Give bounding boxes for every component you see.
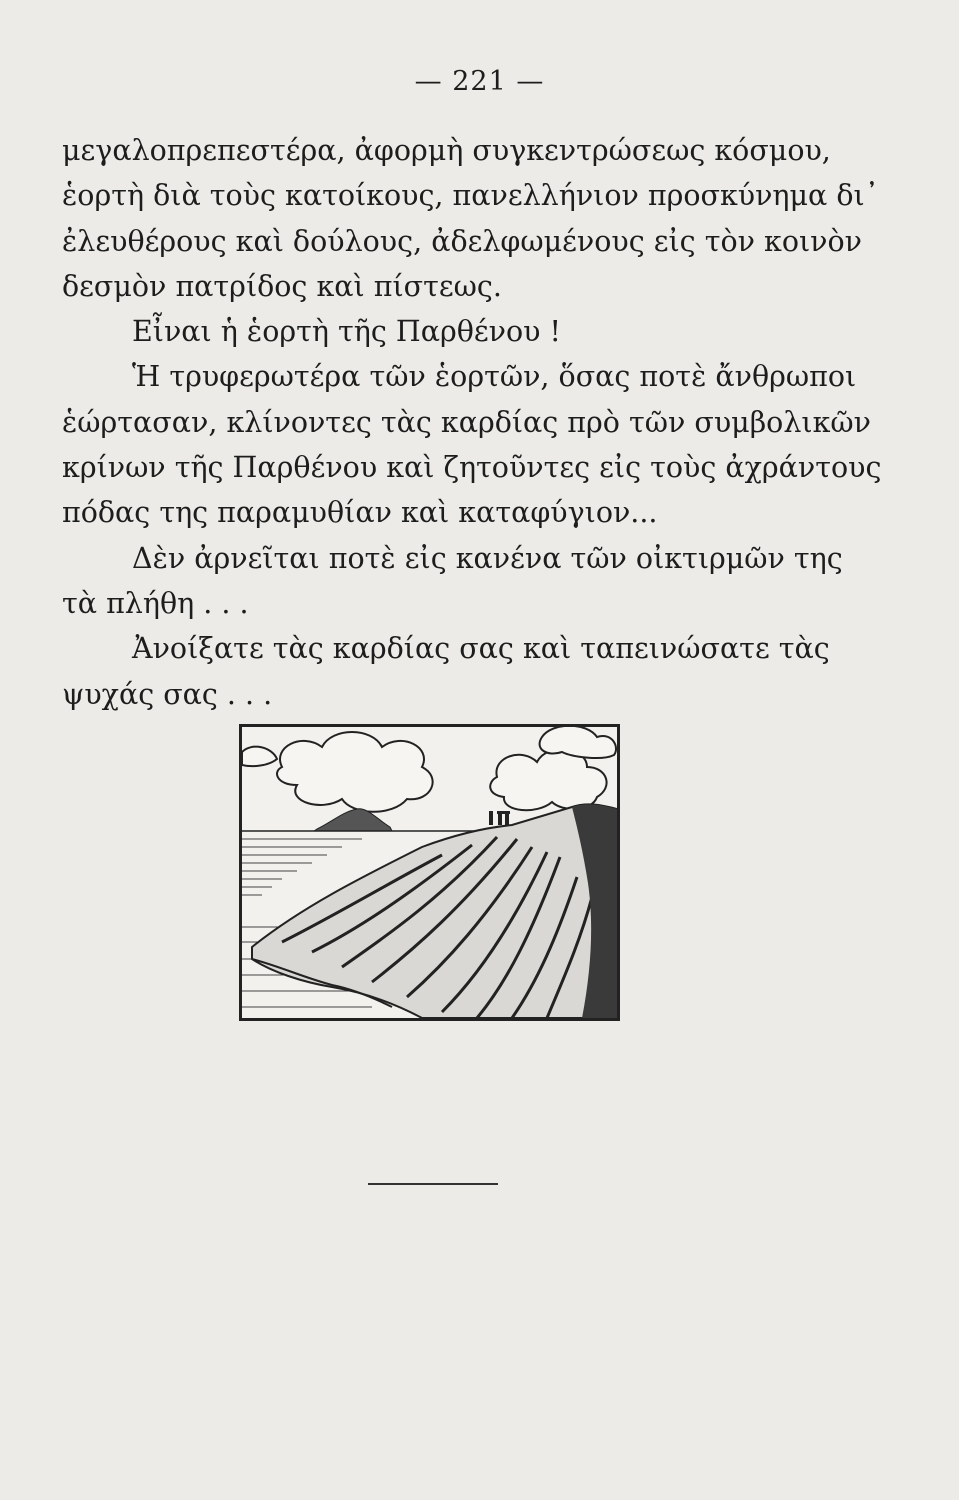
temple-ruins xyxy=(489,811,510,825)
cloud-shapes xyxy=(242,727,616,812)
page-number: — 221 — xyxy=(414,66,545,97)
end-rule xyxy=(368,1183,498,1185)
text-line: μεγαλοπρεπεστέρα, ἀφορμὴ συγκεντρώσεως κόσμου, xyxy=(62,134,831,167)
text-line: ψυχάς σας . . . xyxy=(62,677,273,711)
text-line: ἐλευθέρους καὶ δούλους, ἀδελφωμένους εἰς τὸν κοινὸν xyxy=(62,224,862,258)
text-line: ἑώρτασαν, κλίνοντες τὰς καρδίας πρὸ τῶν συμβολικῶν xyxy=(62,405,871,439)
text-line: δεσμὸν πατρίδος καὶ πίστεως. xyxy=(62,269,502,303)
body-text xyxy=(62,128,882,717)
text-line: πόδας της παραμυθίαν καὶ καταφύγιον... xyxy=(62,496,658,530)
text-line: Εἶναι ἡ ἑορτὴ τῆς Παρθένου ! xyxy=(132,315,561,349)
text-line: Ἀνοίξατε τὰς καρδίας σας καὶ ταπεινώσατε τὰς xyxy=(132,632,830,666)
woodcut-illustration xyxy=(239,724,620,1021)
text-line: τὰ πλήθη . . . xyxy=(62,586,249,620)
cliff-shape xyxy=(252,804,617,1018)
text-line: ἑορτὴ διὰ τοὺς κατοίκους, πανελλήνιον προσκύνημα δι᾽ xyxy=(62,179,879,213)
text-line: κρίνων τῆς Παρθένου καὶ ζητοῦντες εἰς τοὺς ἀχράντους xyxy=(62,451,882,485)
text-line: Ἡ τρυφερωτέρα τῶν ἑορτῶν, ὅσας ποτὲ ἄνθρωποι xyxy=(132,360,857,394)
text-line: Δὲν ἀρνεῖται ποτὲ εἰς κανένα τῶν οἰκτιρμῶν της xyxy=(132,541,843,575)
